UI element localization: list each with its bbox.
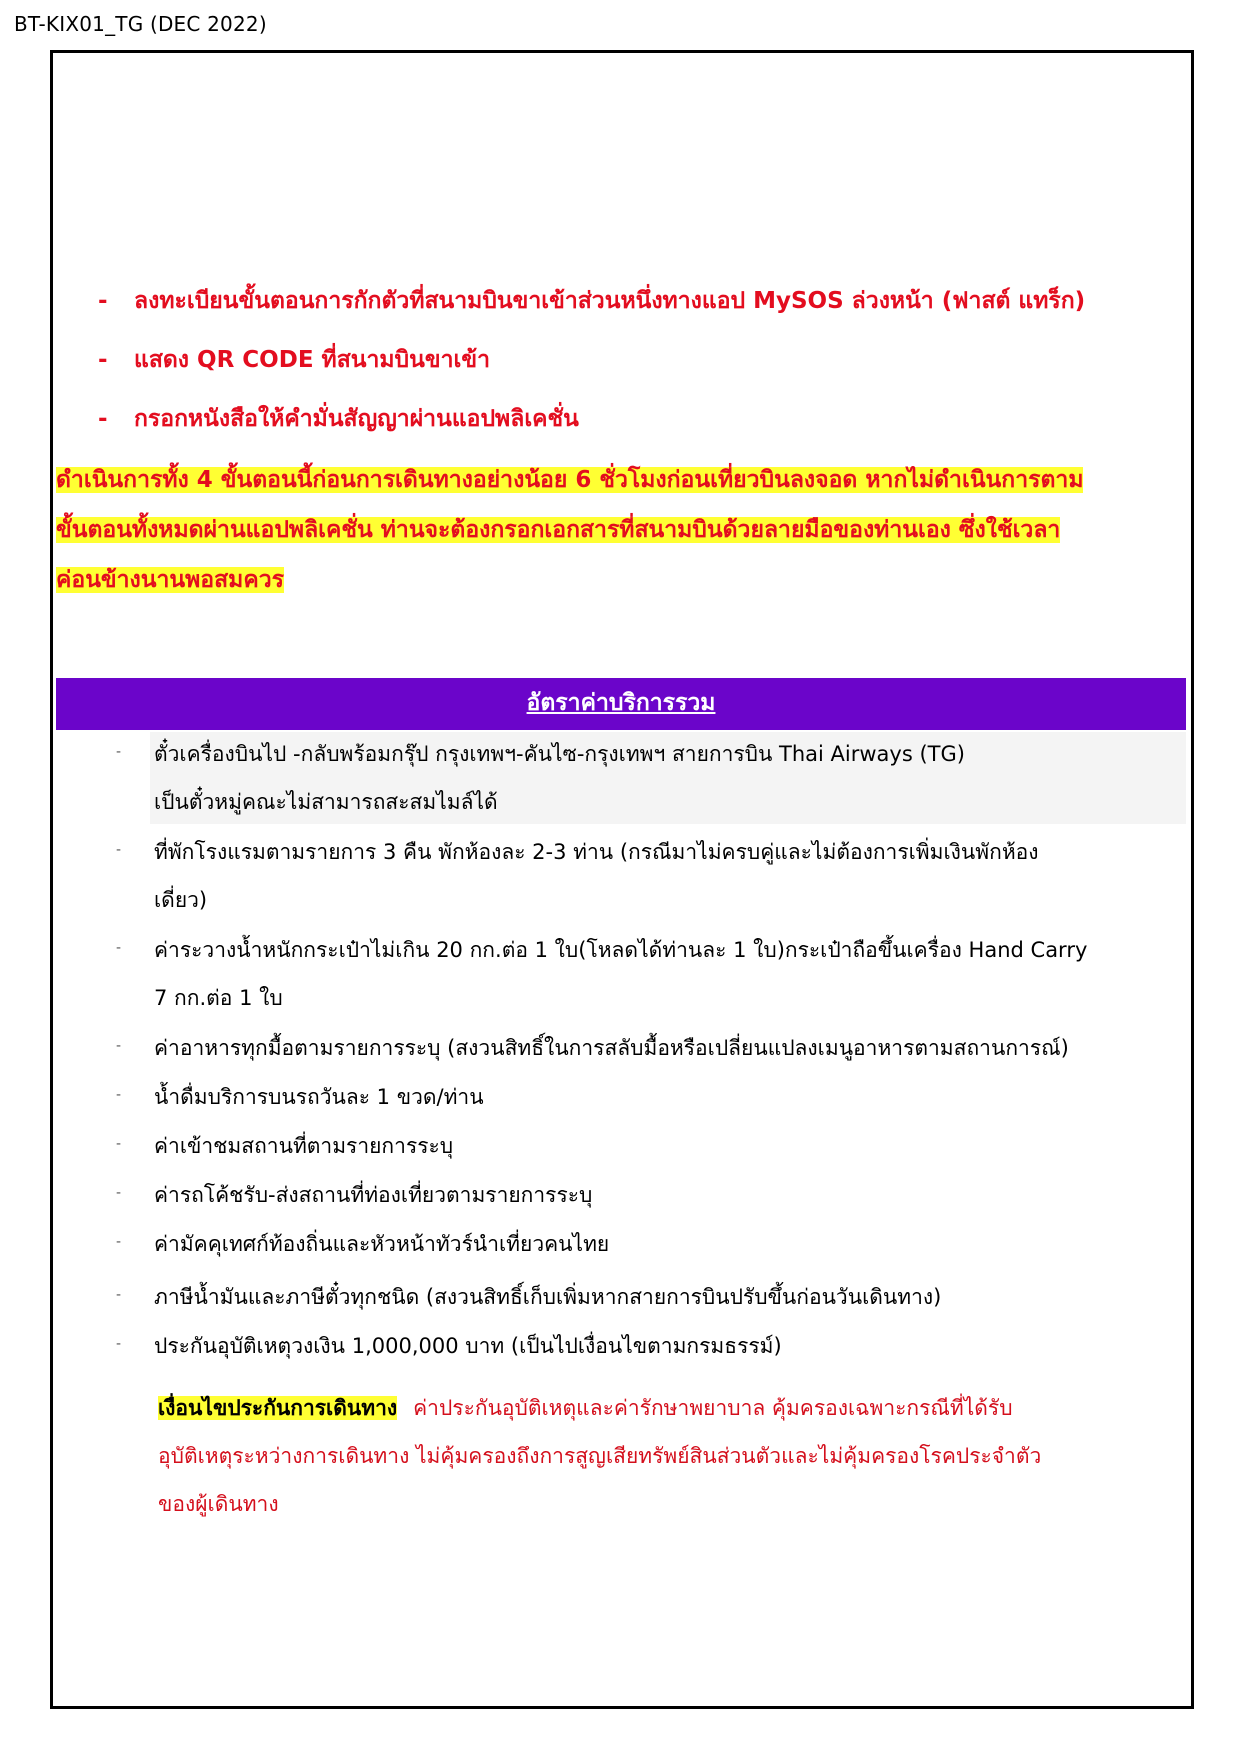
warning-line: ดำเนินการทั้ง 4 ขั้นตอนนี้ก่อนการเดินทางอย่างน้อย 6 ชั่วโมงก่อนเที่ยวบินลงจอด หากไม่ดำเนินการตาม — [56, 467, 1084, 493]
warning-notice — [56, 455, 1186, 605]
insurance-label: เงื่อนไขประกันการเดินทาง — [158, 1396, 398, 1420]
section-title: อัตราค่าบริการรวม — [56, 678, 1186, 730]
warning-line: ขั้นตอนทั้งหมดผ่านแอปพลิเคชั่น ท่านจะต้องกรอกเอกสารที่สนามบินด้วยลายมือของท่านเอง ซึ่งใช้เวลา — [56, 517, 1061, 543]
insurance-conditions: เงื่อนไขประกันการเดินทาง ค่าประกันอุบัติเหตุและค่ารักษาพยาบาล คุ้มครองเฉพาะกรณีที่ได้รับ อุบัติเหตุระหว่างการเดินทาง ไม่คุ้มครองถึงการสูญเสียทรัพย์สินส่วนตัวและไม่คุ้มครองโรคประจำตัว ของผู้เดินทาง — [158, 1396, 1042, 1516]
step-item: - แสดง QR CODE ที่สนามบินขาเข้า — [98, 347, 491, 373]
warning-line: ค่อนข้างนานพอสมควร — [56, 567, 284, 593]
step-item: - กรอกหนังสือให้คำมั่นสัญญาผ่านแอปพลิเคชั่น — [98, 406, 579, 432]
document-code: BT-KIX01_TG (DEC 2022) — [14, 12, 267, 36]
step-item: - ลงทะเบียนขั้นตอนการกักตัวที่สนามบินขาเข้าส่วนหนึ่งทางแอป MySOS ล่วงหน้า (ฟาสต์ แทร็ก) — [98, 288, 1086, 314]
